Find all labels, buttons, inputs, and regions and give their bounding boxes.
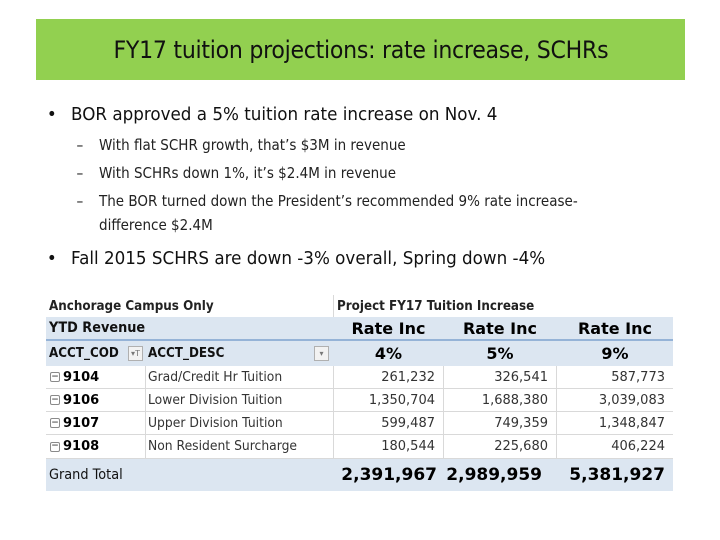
rate-9-header: 9% — [601, 344, 629, 363]
filter-label: Anchorage Campus Only — [49, 298, 214, 314]
acct-code-cell[interactable]: − 9104 — [51, 369, 100, 385]
collapse-icon[interactable]: − — [51, 417, 59, 428]
value-cell: 225,680 — [494, 439, 548, 454]
dash-icon: – — [76, 164, 84, 182]
sub-bullet-continuation — [99, 216, 213, 234]
acct-desc-cell: Non Resident Surcharge — [148, 439, 298, 454]
value-cell: 1,688,380 — [481, 392, 548, 408]
value-cell: 3,039,083 — [598, 392, 665, 408]
value-cell: 749,359 — [494, 415, 548, 431]
acct-code-header[interactable]: ACCT_COD — [49, 346, 119, 361]
filter-applied-icon[interactable]: ▾T — [128, 346, 143, 361]
acct-desc-cell: Lower Division Tuition — [148, 392, 283, 408]
acct-desc-cell: Grad/Credit Hr Tuition — [148, 369, 283, 385]
ytd-revenue-label: YTD Revenue — [49, 320, 146, 336]
column-header-rate-4[interactable]: Rate Inc — [351, 318, 426, 338]
rate-5-header: 5% — [486, 344, 514, 363]
bullet-item — [46, 248, 546, 269]
project-label: Project FY17 Tuition Increase — [337, 298, 535, 314]
bullet-text: BOR approved a 5% tuition rate increase on Nov. 4 — [71, 104, 498, 125]
rate-4-header: 4% — [374, 344, 403, 363]
grand-total-row — [46, 459, 673, 491]
value-cell: 261,232 — [381, 369, 435, 385]
value-cell: 599,487 — [381, 415, 435, 431]
collapse-icon[interactable]: − — [51, 371, 59, 382]
value-cell: 406,224 — [611, 439, 665, 454]
bullet-text: Fall 2015 SCHRS are down -3% overall, Spring down -4% — [71, 248, 546, 269]
value-cell: 326,541 — [494, 369, 548, 385]
dash-icon: – — [76, 192, 84, 210]
pivot-filter-row — [46, 295, 673, 317]
bullet-icon: • — [46, 248, 57, 269]
bullet-item — [46, 104, 498, 125]
column-header-rate-5[interactable]: Rate Inc — [462, 318, 537, 338]
table-row — [46, 412, 673, 435]
table-row — [46, 389, 673, 412]
acct-code-cell[interactable]: − 9108 — [51, 439, 100, 454]
bullet-icon: • — [46, 104, 57, 125]
collapse-icon[interactable]: − — [51, 441, 59, 451]
grand-total-label: Grand Total — [49, 467, 123, 483]
sub-bullet-text: difference $2.4M — [99, 216, 213, 234]
sub-bullet-text: With SCHRs down 1%, it’s $2.4M in revenue — [99, 164, 397, 182]
slide-title: FY17 tuition projections: rate increase, SCHRs — [113, 35, 608, 64]
grand-total-value: 5,381,927 — [569, 465, 665, 485]
column-header-rate-9[interactable]: Rate Inc — [577, 318, 652, 338]
value-cell: 180,544 — [381, 439, 435, 454]
sub-bullet-item — [76, 192, 578, 210]
acct-code-cell[interactable]: − 9107 — [51, 415, 100, 431]
pivot-field-header-row — [46, 341, 673, 366]
acct-desc-cell: Upper Division Tuition — [148, 415, 283, 431]
value-cell: 587,773 — [611, 369, 665, 385]
sub-bullet-text: The BOR turned down the President’s recommended 9% rate increase- — [99, 192, 578, 210]
table-row — [46, 435, 673, 459]
dropdown-arrow-icon[interactable]: ▾ — [314, 346, 329, 361]
acct-code-cell[interactable]: − 9106 — [51, 392, 100, 408]
sub-bullet-item — [76, 136, 406, 154]
collapse-icon[interactable]: − — [51, 394, 59, 405]
table-row — [46, 366, 673, 389]
slide-title-bar — [36, 19, 685, 80]
pivot-values-header-row — [46, 317, 673, 341]
dash-icon: – — [76, 136, 84, 154]
grand-total-value: 2,989,959 — [446, 465, 542, 485]
grand-total-value: 2,391,967 — [341, 465, 437, 485]
sub-bullet-text: With flat SCHR growth, that’s $3M in revenue — [99, 136, 406, 154]
acct-desc-header[interactable]: ACCT_DESC — [148, 346, 225, 361]
value-cell: 1,350,704 — [368, 392, 435, 408]
sub-bullet-item — [76, 164, 397, 182]
value-cell: 1,348,847 — [598, 415, 665, 431]
